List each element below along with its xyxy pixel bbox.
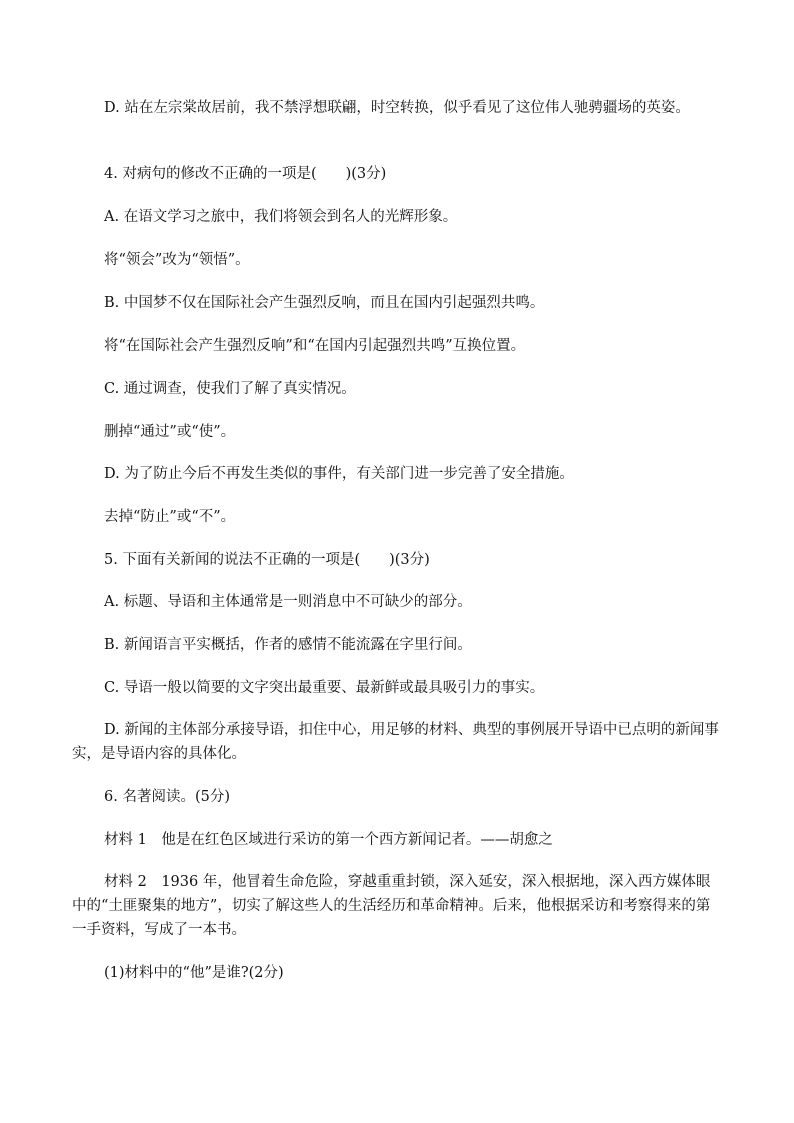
q5-option-c: C. 导语一般以简要的文字突出最重要、最新鲜或最具吸引力的事实。 bbox=[104, 680, 545, 696]
q4-option-d-fix: 去掉“防止”或“不”。 bbox=[104, 509, 236, 525]
q5-option-a: A. 标题、导语和主体通常是一则消息中不可缺少的部分。 bbox=[104, 594, 472, 610]
material-2: 材料 2 1936 年，他冒着生命危险，穿越重重封锁，深入延安，深入根据地，深入西方媒体眼中的“土匪聚集的地方”，切实了解这些人的生活经历和革命精神。后来，他根据采访和考察得来的第一手资料，写成了一本书。 bbox=[72, 874, 711, 938]
material-1: 材料 1 他是在红色区域进行采访的第一个西方新闻记者。——胡愈之 bbox=[104, 832, 553, 848]
question-4-stem: 4. 对病句的修改不正确的一项是( )(3分) bbox=[104, 166, 387, 182]
option-d-paragraph: D. 站在左宗棠故居前，我不禁浮想联翩，时空转换，似乎看见了这位伟人驰骋疆场的英姿。 bbox=[104, 100, 690, 116]
q4-option-b: B. 中国梦不仅在国际社会产生强烈反响，而且在国内引起强烈共鸣。 bbox=[104, 295, 545, 311]
q5-option-b: B. 新闻语言平实概括，作者的感情不能流露在字里行间。 bbox=[104, 637, 472, 653]
q4-option-c: C. 通过调查，使我们了解了真实情况。 bbox=[104, 381, 356, 397]
question-6-stem: 6. 名著阅读。(5分) bbox=[104, 789, 230, 805]
q4-option-a: A. 在语文学习之旅中，我们将领会到名人的光辉形象。 bbox=[104, 209, 458, 225]
q4-option-a-fix: 将“领会”改为“领悟”。 bbox=[104, 252, 250, 268]
q4-option-b-fix: 将“在国际社会产生强烈反响”和“在国内引起强烈共鸣”互换位置。 bbox=[104, 338, 526, 354]
question-5-stem: 5. 下面有关新闻的说法不正确的一项是( )(3分) bbox=[104, 552, 430, 568]
q4-option-c-fix: 删掉“通过”或“使”。 bbox=[104, 424, 236, 440]
q5-option-d: D. 新闻的主体部分承接导语，扣住中心，用足够的材料、典型的事例展开导语中已点明的新闻事实，是导语内容的具体化。 bbox=[72, 722, 719, 762]
q4-option-d: D. 为了防止今后不再发生类似的事件，有关部门进一步完善了安全措施。 bbox=[104, 466, 574, 482]
q6-sub-question-1: (1)材料中的“他”是谁?(2分) bbox=[104, 965, 284, 981]
